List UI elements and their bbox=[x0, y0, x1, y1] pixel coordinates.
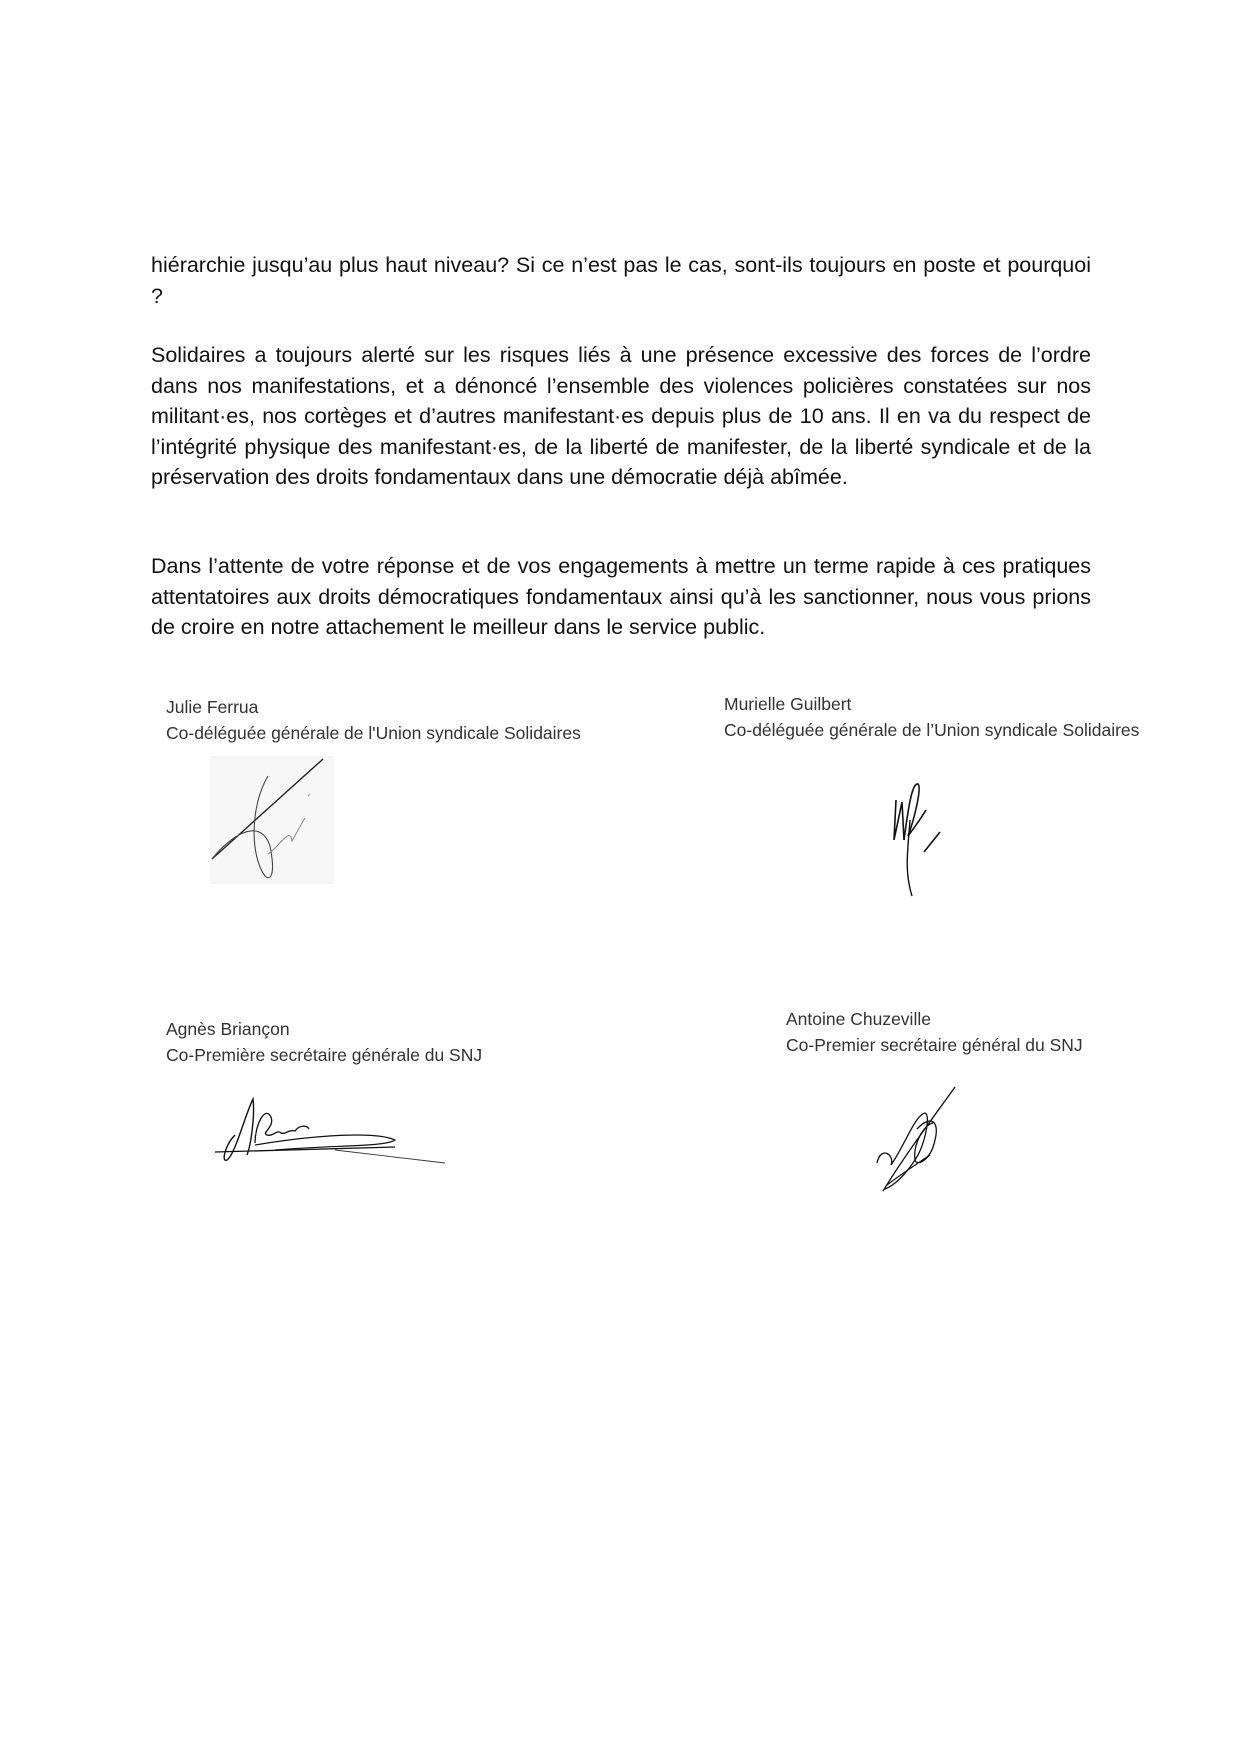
signatory-name: Murielle Guilbert bbox=[724, 694, 852, 714]
handwritten-signature-icon bbox=[890, 780, 950, 900]
signatory-name: Julie Ferrua bbox=[166, 697, 259, 717]
handwritten-signature-icon bbox=[210, 756, 334, 884]
handwritten-signature-icon bbox=[215, 1095, 455, 1170]
signatory-name: Antoine Chuzeville bbox=[786, 1009, 931, 1029]
signatory-title: Co-Première secrétaire générale du SNJ bbox=[166, 1045, 483, 1065]
paragraph-3: Dans l’attente de votre réponse et de vos engagements à mettre un terme rapide à ces pratiques attentatoires aux droits démocratiques fondamentaux ainsi qu’à les sanctionner, nous vous prions de croire en notre attachement le meilleur dans le service public. bbox=[151, 554, 1091, 639]
paragraph-1: hiérarchie jusqu’au plus haut niveau? Si ce n’est pas le cas, sont-ils toujours en poste et pourquoi ? bbox=[151, 253, 1091, 308]
signatory-name: Agnès Briançon bbox=[166, 1019, 290, 1039]
signatory-title: Co-Premier secrétaire général du SNJ bbox=[786, 1035, 1083, 1055]
handwritten-signature-icon bbox=[875, 1085, 965, 1195]
paragraph-2: Solidaires a toujours alerté sur les risques liés à une présence excessive des forces de l’ordre dans nos manifestations, et a dénoncé l’ensemble des violences policières constatées sur nos militant·es, nos cortèges et d’autres manifestant·es depuis plus de 10 ans. Il en va du respect de l’intégrité physique des manifestant·es, de la liberté de manifester, de la liberté syndicale et de la préservation des droits fondamentaux dans une démocratie déjà abîmée. bbox=[151, 343, 1091, 489]
signatory-title: Co-déléguée générale de l’Union syndicale Solidaires bbox=[724, 720, 1140, 740]
signatory-title: Co-déléguée générale de l'Union syndicale Solidaires bbox=[166, 723, 581, 743]
